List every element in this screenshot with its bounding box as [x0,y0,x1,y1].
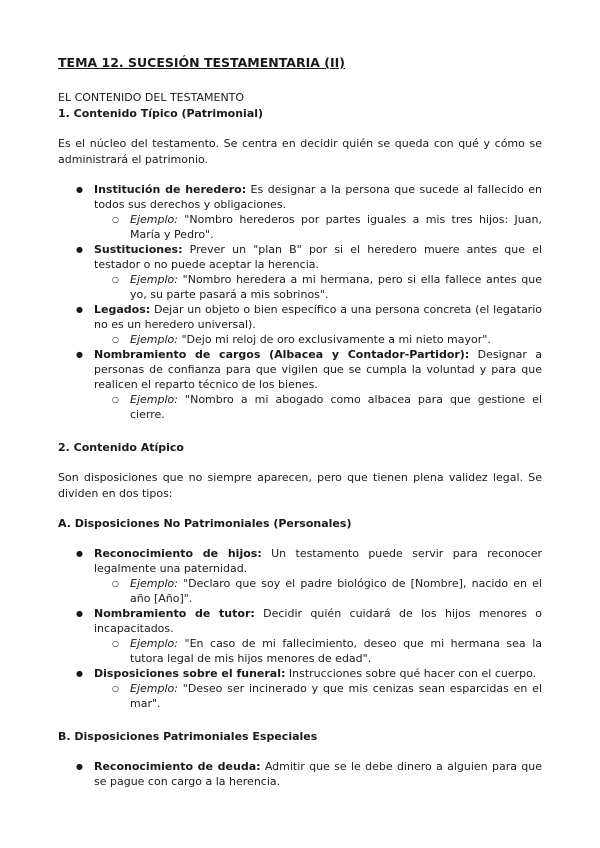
subB-heading: B. Disposiciones Patrimoniales Especiales [58,730,318,743]
example-text: "Nombro a mi abogado como albacea para que gestione el cierre. [130,393,542,421]
example-item [94,212,542,242]
part1-intro: Es el núcleo del testamento. Se centra en decidir quién se queda con qué y cómo se administrará el patrimonio. [58,137,542,166]
example-text: "Nombro heredera a mi hermana, pero si ella fallece antes que yo, su parte pasará a mis sobrinos". [130,273,542,301]
example-item [94,681,542,711]
list-item [58,546,542,606]
item-term: Legados: [94,303,151,316]
item-text: Un testamento puede servir para reconocer legalmente una paternidad. [94,547,542,575]
example-item [94,576,542,606]
subB-list [58,759,542,789]
example-text: "En caso de mi fallecimiento, deseo que mi hermana sea la tutora legal de mis hijos menores de edad". [130,637,542,665]
example-label: Ejemplo: [130,393,178,406]
item-term: Institución de heredero: [94,183,247,196]
document-page [58,55,542,789]
item-text: Admitir que se le debe dinero a alguien para que se pague con cargo a la herencia. [94,760,542,788]
subA-heading: A. Disposiciones No Patrimoniales (Personales) [58,517,352,530]
example-label: Ejemplo: [130,682,178,695]
list-item [58,666,542,711]
item-term: Disposiciones sobre el funeral: [94,667,286,680]
example-text: "Dejo mi reloj de oro exclusivamente a mi nieto mayor". [177,333,491,346]
subA-list [58,546,542,711]
part2-heading: 2. Contenido Atípico [58,441,184,454]
item-text: Prever un "plan B" por si el heredero muere antes que el testador o no puede aceptar la herencia. [94,243,542,271]
section-header: EL CONTENIDO DEL TESTAMENTO [58,91,245,104]
item-text: Es designar a la persona que sucede al fallecido en todos sus derechos y obligaciones. [94,183,542,211]
page-title: TEMA 12. SUCESIÓN TESTAMENTARIA (II) [58,55,345,70]
example-label: Ejemplo: [130,333,178,346]
part1-list [58,182,542,422]
item-term: Reconocimiento de hijos: [94,547,262,560]
list-item [58,606,542,666]
item-term: Reconocimiento de deuda: [94,760,261,773]
list-item [58,302,542,347]
example-item [94,636,542,666]
example-label: Ejemplo: [130,637,178,650]
example-item [94,332,542,347]
item-text: Decidir quién cuidará de los hijos menores o incapacitados. [94,607,542,635]
example-label: Ejemplo: [130,213,178,226]
example-text: "Deseo ser incinerado y que mis cenizas sean esparcidas en el mar". [130,682,542,710]
part1-heading: 1. Contenido Típico (Patrimonial) [58,107,264,120]
item-term: Nombramiento de tutor: [94,607,255,620]
part2-intro: Son disposiciones que no siempre aparecen, pero que tienen plena validez legal. Se dividen en dos tipos: [58,471,542,500]
list-item [58,347,542,422]
item-text: Instrucciones sobre qué hacer con el cuerpo. [285,667,537,680]
list-item [58,182,542,242]
list-item [58,759,542,789]
example-label: Ejemplo: [130,273,178,286]
example-text: "Nombro herederos por partes iguales a mis tres hijos: Juan, María y Pedro". [130,213,542,241]
example-item [94,272,542,302]
item-term: Nombramiento de cargos (Albacea y Contador-Partidor): [94,348,470,361]
list-item [58,242,542,302]
example-text: "Declaro que soy el padre biológico de [Nombre], nacido en el año [Año]". [130,577,542,605]
item-text: Dejar un objeto o bien específico a una persona concreta (el legatario no es un heredero universal). [94,303,542,331]
item-term: Sustituciones: [94,243,183,256]
example-item [94,392,542,422]
item-text: Designar a personas de confianza para que vigilen que se cumpla la voluntad y para que realicen el reparto técnico de los bienes. [94,348,542,391]
example-label: Ejemplo: [130,577,178,590]
